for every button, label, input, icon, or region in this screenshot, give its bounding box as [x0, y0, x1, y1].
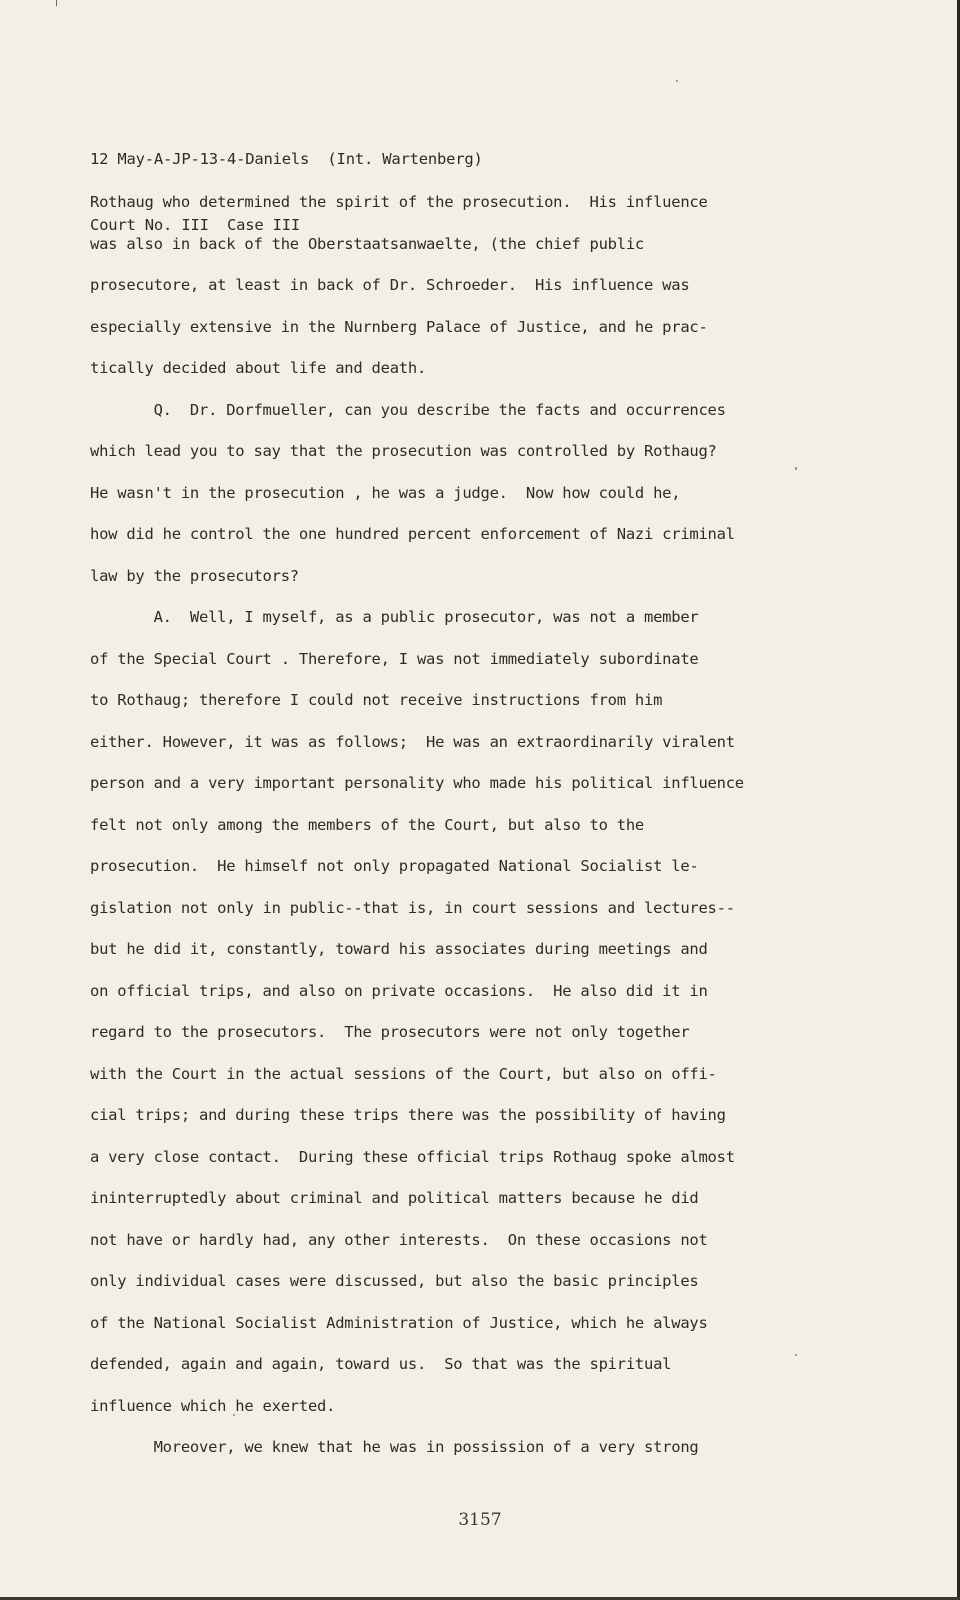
text-line: A. Well, I myself, as a public prosecutor, was not a member — [90, 608, 699, 626]
text-line: especially extensive in the Nurnberg Palace of Justice, and he prac- — [90, 317, 708, 336]
text-line: either. However, it was as follows; He was an extraordinarily viralent — [90, 732, 735, 751]
page-number: 3157 — [458, 1510, 502, 1530]
text-line: on official trips, and also on private occasions. He also did it in — [90, 981, 708, 1000]
text-line: not have or hardly had, any other interests. On these occasions not — [90, 1230, 708, 1249]
paper-speck — [233, 1414, 235, 1416]
text-line: was also in back of the Oberstaatsanwaelte, (the chief public — [90, 234, 644, 253]
text-line: a very close contact. During these official trips Rothaug spoke almost — [90, 1147, 735, 1166]
text-line: how did he control the one hundred percent enforcement of Nazi criminal — [90, 525, 735, 543]
transcript-body — [90, 182, 830, 1469]
text-line: only individual cases were discussed, but also the basic principles — [90, 1272, 699, 1290]
header-line-2: Court No. III Case III — [90, 216, 301, 234]
text-line: defended, again and again, toward us. So that was the spiritual — [90, 1355, 672, 1373]
text-line: tically decided about life and death. — [90, 359, 427, 377]
text-line: Q. Dr. Dorfmueller, can you describe the facts and occurrences — [90, 400, 726, 419]
text-line: ininterruptedly about criminal and political matters because he did — [90, 1189, 699, 1207]
text-line: influence which he exerted. — [90, 1396, 336, 1415]
paper-speck — [795, 467, 797, 470]
text-line: of the Special Court . Therefore, I was not immediately subordinate — [90, 649, 699, 668]
text-line: which lead you to say that the prosecution was controlled by Rothaug? — [90, 442, 717, 460]
paper-speck — [795, 1354, 797, 1356]
text-line: to Rothaug; therefore I could not receive instructions from him — [90, 691, 663, 709]
text-line: cial trips; and during these trips there was the possibility of having — [90, 1106, 726, 1124]
text-line: but he did it, constantly, toward his associates during meetings and — [90, 940, 708, 958]
text-line: gislation not only in public--that is, in court sessions and lectures-- — [90, 898, 735, 917]
text-line: He wasn't in the prosecution , he was a judge. Now how could he, — [90, 483, 681, 502]
text-line: law by the prosecutors? — [90, 566, 299, 585]
text-line: person and a very important personality who made his political influence — [90, 774, 744, 792]
text-line: felt not only among the members of the Court, but also to the — [90, 815, 644, 834]
text-line: Rothaug who determined the spirit of the prosecution. His influence — [90, 193, 708, 211]
text-line: of the National Socialist Administration of Justice, which he always — [90, 1313, 708, 1332]
text-line: prosecution. He himself not only propagated National Socialist le- — [90, 857, 699, 875]
text-line: prosecutore, at least in back of Dr. Schroeder. His influence was — [90, 276, 690, 294]
paper-mark — [56, 0, 57, 6]
text-line: regard to the prosecutors. The prosecutors were not only together — [90, 1023, 690, 1041]
paper-speck — [676, 80, 678, 82]
header-line-1: 12 May-A-JP-13-4-Daniels (Int. Wartenberg) — [90, 150, 483, 168]
text-line: with the Court in the actual sessions of the Court, but also on offi- — [90, 1064, 717, 1083]
text-line: Moreover, we knew that he was in possission of a very strong — [90, 1438, 699, 1456]
